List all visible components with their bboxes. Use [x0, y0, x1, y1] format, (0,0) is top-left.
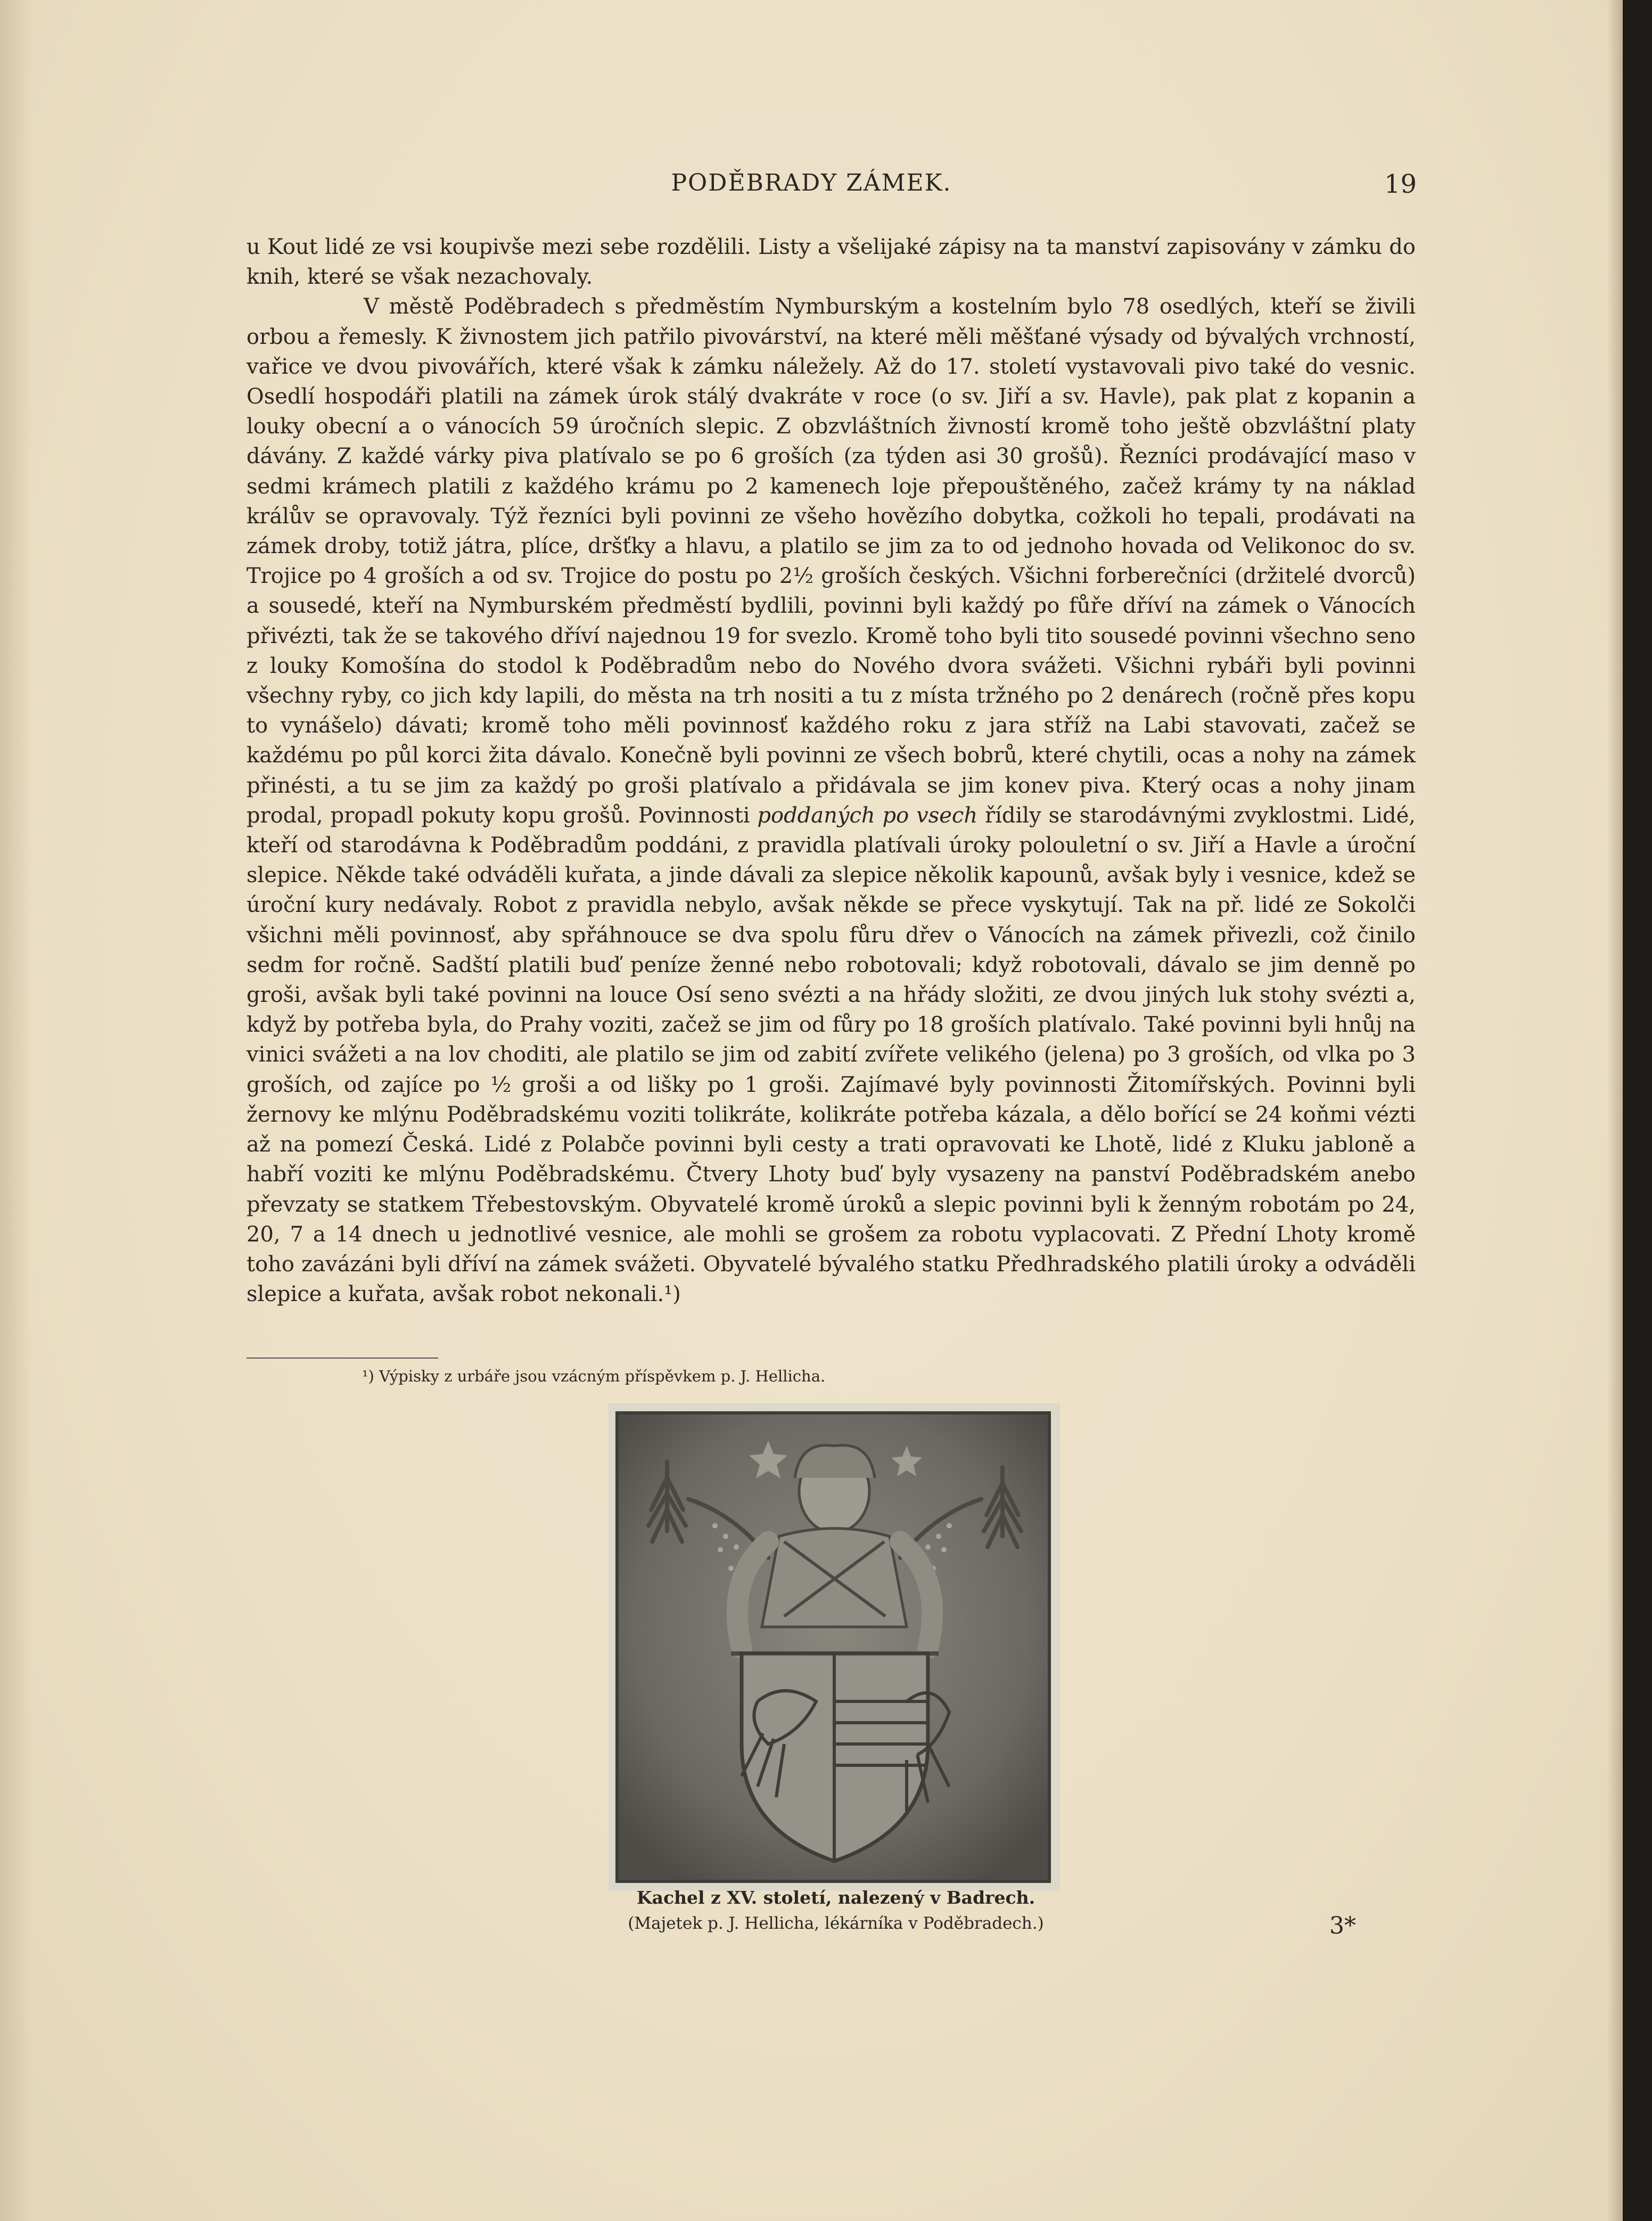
paragraph-1: u Kout lidé ze vsi koupivše mezi sebe rozdělili. Listy a všelijaké zápisy na ta manství zapisovány v zámku do knih, které se však nezachovaly. — [246, 235, 1416, 290]
paragraph-2-part-b: řídily se starodávnými zvyklostmi. Lidé, kteří od starodávna k Poděbradům poddáni, z pravidla platívali úroky polouletní o sv. Jiří a Havle a úroční slepice. Někde také odváděli kuřata, a jinde dávali za slepice několik kapounů, avšak byly i vesnice, kdež se úroční kury nedávaly. Robot z pravidla nebylo, avšak někde se přece vyskytují. Tak na př. lidé ze Sokolči všichni měli povinnosť, aby spřáhnouce se dva spolu fůru dřev o Vánocích na zámek přivezli, což činilo sedm for ročně. Sadští platili buď peníze ženné nebo robotovali; když robotovali, dávalo se jim denně po groši, avšak byli také povinni na louce Osí seno svézti a na hřády složiti, ze dvou jiných luk stohy svézti a, když by potřeba byla, do Prahy voziti, začež se jim od fůry po 18 groších platívalo. Také povinni byli hnůj na vinici svážeti a na lov choditi, ale platilo se jim od zabití zvířete velikého (jelena) po 3 groších, od vlka po 3 groších, od zajíce po ½ groši a od lišky po 1 groši. Zajímavé byly povinnosti Žitomířských. Povinni byli žernovy ke mlýnu Poděbradskému voziti tolikráte, kolikráte potřeba kázala, a dělo bořící se 24 koňmi vézti až na pomezí Česká. Lidé z Polabče povinni byli cesty a trati opravovati ke Lhotě, lidé z Kluku jabloně a habří voziti ke mlýnu Poděbradskému. Čtvery Lhoty buď byly vysazeny na panství Poděbradském anebo převzaty se statkem Třebestovským. Obyvatelé kromě úroků a slepic povinni byli k ženným robotám po 24, 20, 7 a 14 dnech u jednotlivé vesnice, ale mohli se grošem za robotu vyplacovati. Z Přední Lhoty kromě toho zavázáni byli dříví na zámek svážeti. Obyvatelé bývalého statku Předhradského platili úroky a odváděli slepice a kuřata, avšak robot nekonali.¹) — [246, 803, 1416, 1307]
paragraph-2-part-a: V městě Poděbradech s předměstím Nymburským a kostelním bylo 78 osedlých, kteří se živili orbou a řemesly. K živnostem jich patřilo pivovárství, na které měli měšťané výsady od bývalých vrchností, vařice ve dvou pivovářích, které však k zámku náležely. Až do 17. století vystavovali pivo také do vesnic. Osedlí hospodáři platili na zámek úrok stálý dvakráte v roce (o sv. Jiří a sv. Havle), pak plat z kopanin a louky obecní a o vánocích 59 úročních slepic. Z obzvláštních živností kromě toho ještě obzvláštní platy dávány. Z každé várky piva platívalo se po 6 groších (za týden asi 30 grošů). Řezníci prodávající maso v sedmi krámech platili z každého krámu po 2 kamenech loje přepouštěného, začež krámy ty na náklad králův se opravovaly. Týž řezníci byli povinni ze všeho hovězího dobytka, cožkoli ho tepali, prodávati na zámek droby, totiž játra, plíce, dršťky a hlavu, a platilo se jim za to od jednoho hovada od Velikonoc do sv. Trojice po 4 groších a od sv. Trojice do postu po 2½ groších českých. Všichni forberečníci (držitelé dvorců) a sousedé, kteří na Nymburském předměstí bydlili, povinni byli každý po fůře dříví na zámek o Vánocích přivézti, tak že se takového dříví najednou 19 for svezlo. Kromě toho byli tito sousedé povinni všechno seno z louky Komošína do stodol k Poděbradům nebo do Nového dvora svážeti. Všichni rybáři byli povinni všechny ryby, co jich kdy lapili, do města na trh nositi a tu z místa tržného po 2 denárech (ročně přes kopu to vynášelo) dávati; kromě toho měli povinnosť každého roku z jara stříž na Labi stavovati, začež se každému po půl korci žita dávalo. Konečně byli povinni ze všech bobrů, které chytili, ocas a nohy na zámek přinésti, a tu se jim za každý po groši platívalo a přidávala se jim konev piva. Který ocas a nohy jinam prodal, propadl pokuty kopu grošů. Povinnosti — [246, 294, 1416, 828]
figure-caption-owner: (Majetek p. J. Hellicha, lékárníka v Poděbradech.) — [628, 1914, 1044, 1933]
signature-mark: 3* — [1329, 1912, 1356, 1939]
body-text — [246, 232, 1416, 1309]
relief-tile-image — [609, 1403, 1060, 1891]
page-number: 19 — [1384, 169, 1417, 199]
paragraph-2-italic: poddaných po vsech — [757, 803, 978, 828]
footnote: ¹) Výpisky z urbáře jsou vzácným příspěvkem p. J. Hellicha. — [362, 1367, 826, 1385]
paragraph-2 — [246, 292, 1416, 1309]
page-edge-shadow — [1607, 0, 1623, 2221]
figure-caption-title: Kachel z XV. století, nalezený v Badrech. — [636, 1887, 1035, 1908]
page-gutter-shadow — [0, 0, 32, 2221]
running-title: PODĚBRADY ZÁMEK. — [671, 169, 952, 196]
tile-photograph — [609, 1403, 1060, 1891]
footnote-rule — [246, 1358, 438, 1359]
